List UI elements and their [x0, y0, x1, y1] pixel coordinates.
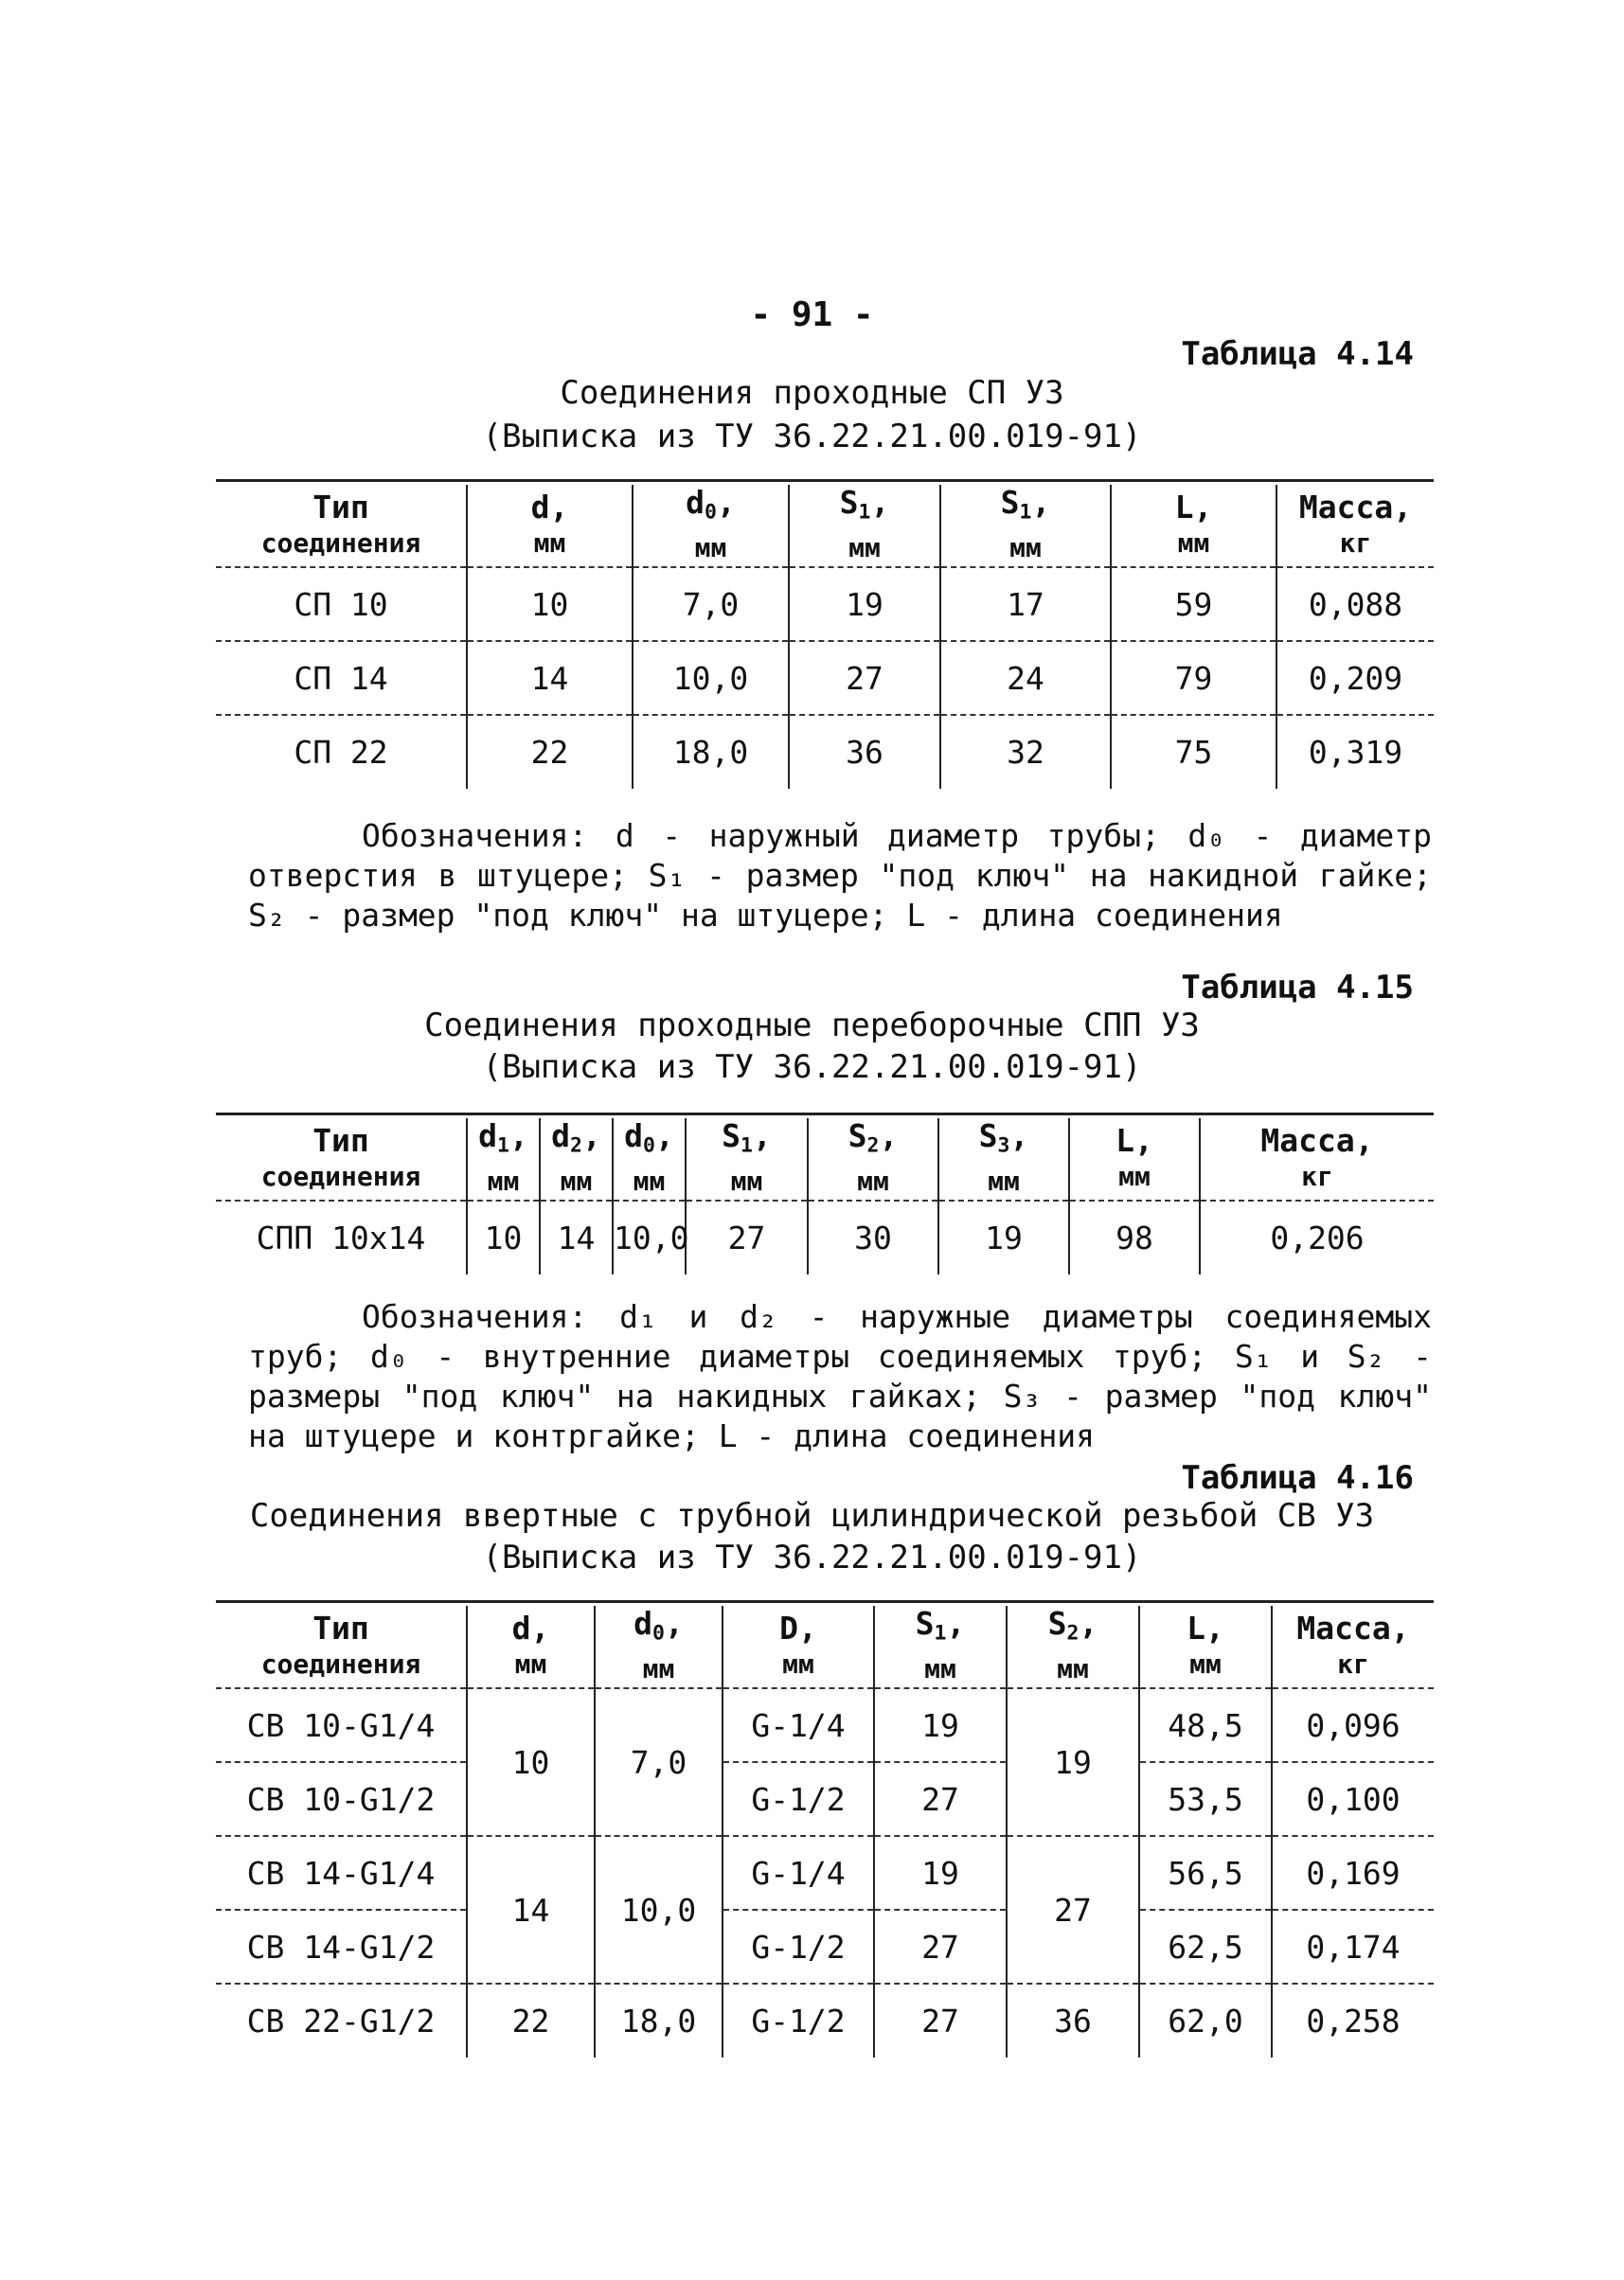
cell-thread: G-1/4 [723, 1836, 874, 1910]
cell-mass: 0,258 [1272, 1984, 1434, 2057]
header-d2: $d_2$, мм [540, 1118, 613, 1201]
cell-d0-merged: 10,0 [595, 1836, 723, 1984]
cell-s1: 27 [874, 1910, 1007, 1984]
cell-s1: 19 [789, 567, 940, 641]
table-4-15-subtitle: (Выписка из ТУ 36.22.21.00.019-91) [482, 1048, 1142, 1086]
table-4-14-notes: Обозначения: d - наружный диаметр трубы; d₀ - диаметр отверстия в штуцере; S₁ - размер "под ключ" на накидной гайке; S₂ - размер "под ключ" на штуцере; L - длина соединения [248, 817, 1432, 934]
table-4-16-title: Соединения ввертные с трубной цилиндрической резьбой СВ УЗ [249, 1497, 1375, 1535]
cell-thread: G-1/2 [723, 1762, 874, 1836]
cell-d-merged: 10 [467, 1688, 595, 1836]
table-4-15-notes: Обозначения: d₁ и d₂ - наружные диаметры соединяемых труб; d₀ - внутренние диаметры соединяемых труб; S₁ и S₂ - размеры "под ключ" на накидных гайках; S₃ - размер "под ключ" на штуцере и контргайке; L - длина соединения [248, 1298, 1432, 1454]
page-number: - 91 - [750, 295, 874, 334]
table-4-16-top-rule [216, 1600, 1434, 1603]
cell-d: 22 [467, 715, 633, 789]
cell-s1: 27 [789, 641, 940, 715]
header-s1: $S_1$, мм [686, 1118, 808, 1201]
cell-l: 48,5 [1139, 1688, 1272, 1762]
table-4-14-label: Таблица 4.14 [1181, 335, 1414, 373]
cell-d0: 10,0 [633, 641, 789, 715]
cell-l: 62,5 [1139, 1910, 1272, 1984]
header-mass: Масса, кг [1276, 485, 1434, 567]
cell-mass: 0,096 [1272, 1688, 1434, 1762]
cell-d: 10 [467, 567, 633, 641]
table-4-15-title: Соединения проходные переборочные СПП УЗ [424, 1006, 1200, 1044]
header-type: Тип соединения [216, 485, 467, 567]
cell-s2: 36 [1007, 1984, 1139, 2057]
header-mass: Масса, кг [1200, 1118, 1434, 1201]
table-row [216, 1836, 1434, 1910]
cell-s1: 36 [789, 715, 940, 789]
table-4-14-subtitle: (Выписка из ТУ 36.22.21.00.019-91) [482, 418, 1142, 455]
cell-l: 62,0 [1139, 1984, 1272, 2057]
cell-type: СПП 10х14 [256, 1220, 426, 1257]
table-row [216, 1688, 1434, 1762]
cell-s1: 27 [686, 1201, 808, 1274]
table-4-15-top-rule [216, 1113, 1434, 1115]
header-s1-second: $S_1$, мм [940, 485, 1111, 567]
table-row [216, 715, 1434, 789]
cell-d0: 7,0 [633, 567, 789, 641]
cell-s1: 27 [874, 1984, 1007, 2057]
cell-d0: 18,0 [595, 1984, 723, 2057]
header-s3: $S_3$, мм [938, 1118, 1069, 1201]
cell-type: СП 14 [216, 641, 467, 715]
cell-type: СВ 10-G1/4 [216, 1688, 467, 1762]
header-l: L, мм [1139, 1606, 1272, 1688]
header-s2: $S_2$, мм [808, 1118, 938, 1201]
header-s1: $S_1$, мм [874, 1606, 1007, 1688]
table-4-16 [216, 1606, 1434, 2057]
cell-thread: G-1/2 [723, 1910, 874, 1984]
cell-mass: 0,206 [1200, 1201, 1434, 1274]
cell-mass: 0,088 [1276, 567, 1434, 641]
cell-mass: 0,319 [1276, 715, 1434, 789]
table-4-16-subtitle: (Выписка из ТУ 36.22.21.00.019-91) [482, 1539, 1142, 1576]
cell-d-merged: 14 [467, 1836, 595, 1984]
cell-s2-merged: 19 [1007, 1688, 1139, 1836]
cell-type: СП 22 [294, 734, 388, 772]
cell-mass: 0,174 [1272, 1910, 1434, 1984]
cell-l: 75 [1111, 715, 1276, 789]
cell-s1: 27 [874, 1762, 1007, 1836]
cell-s1-second: 32 [940, 715, 1111, 789]
header-d0: $d_0$, мм [633, 485, 789, 567]
cell-s3: 19 [938, 1201, 1069, 1274]
cell-d0: 18,0 [633, 715, 789, 789]
cell-thread: G-1/4 [723, 1688, 874, 1762]
header-s1: $S_1$, мм [789, 485, 940, 567]
cell-type: СВ 22-G1/2 [246, 2003, 436, 2040]
cell-l: 59 [1111, 567, 1276, 641]
header-d: d, мм [467, 485, 633, 567]
cell-s1: 19 [874, 1836, 1007, 1910]
cell-d0-merged: 7,0 [595, 1688, 723, 1836]
header-d0: $d_0$, мм [595, 1606, 723, 1688]
table-row [216, 1984, 1434, 2057]
table-4-15 [216, 1118, 1434, 1274]
cell-s1: 19 [874, 1688, 1007, 1762]
cell-l: 56,5 [1139, 1836, 1272, 1910]
cell-d2: 14 [540, 1201, 613, 1274]
header-type: Тип соединения [216, 1118, 467, 1201]
table-4-14-title: Соединения проходные СП УЗ [560, 374, 1064, 412]
table-row [216, 1910, 1434, 1984]
cell-type: СВ 14-G1/2 [216, 1910, 467, 1984]
cell-s2: 30 [808, 1201, 938, 1274]
cell-l: 79 [1111, 641, 1276, 715]
table-4-14 [216, 485, 1434, 789]
table-row [216, 641, 1434, 715]
cell-mass: 0,169 [1272, 1836, 1434, 1910]
header-thread-d: D, мм [723, 1606, 874, 1688]
cell-thread: G-1/2 [723, 1984, 874, 2057]
table-row [216, 1762, 1434, 1836]
header-s2: $S_2$, мм [1007, 1606, 1139, 1688]
cell-mass: 0,209 [1276, 641, 1434, 715]
header-mass: Масса, кг [1272, 1606, 1434, 1688]
header-l: L, мм [1069, 1118, 1200, 1201]
cell-type: СП 10 [216, 567, 467, 641]
cell-d0: 10,0 [613, 1201, 686, 1274]
header-d: d, мм [467, 1606, 595, 1688]
cell-s2-merged: 27 [1007, 1836, 1139, 1984]
table-4-14-top-rule [216, 479, 1434, 482]
cell-l: 53,5 [1139, 1762, 1272, 1836]
cell-d1: 10 [467, 1201, 540, 1274]
cell-d: 22 [467, 1984, 595, 2057]
cell-d: 14 [467, 641, 633, 715]
cell-mass: 0,100 [1272, 1762, 1434, 1836]
cell-s1-second: 24 [940, 641, 1111, 715]
cell-type: СВ 14-G1/4 [216, 1836, 467, 1910]
table-4-16-label: Таблица 4.16 [1181, 1459, 1414, 1497]
cell-s1-second: 17 [940, 567, 1111, 641]
cell-l: 98 [1069, 1201, 1200, 1274]
table-row [216, 1201, 1434, 1274]
cell-type: СВ 10-G1/2 [216, 1762, 467, 1836]
table-row [216, 567, 1434, 641]
header-d0: $d_0$, мм [613, 1118, 686, 1201]
header-type: Тип соединения [216, 1606, 467, 1688]
table-4-15-label: Таблица 4.15 [1181, 969, 1414, 1006]
header-d1: $d_1$, мм [467, 1118, 540, 1201]
header-l: L, мм [1111, 485, 1276, 567]
